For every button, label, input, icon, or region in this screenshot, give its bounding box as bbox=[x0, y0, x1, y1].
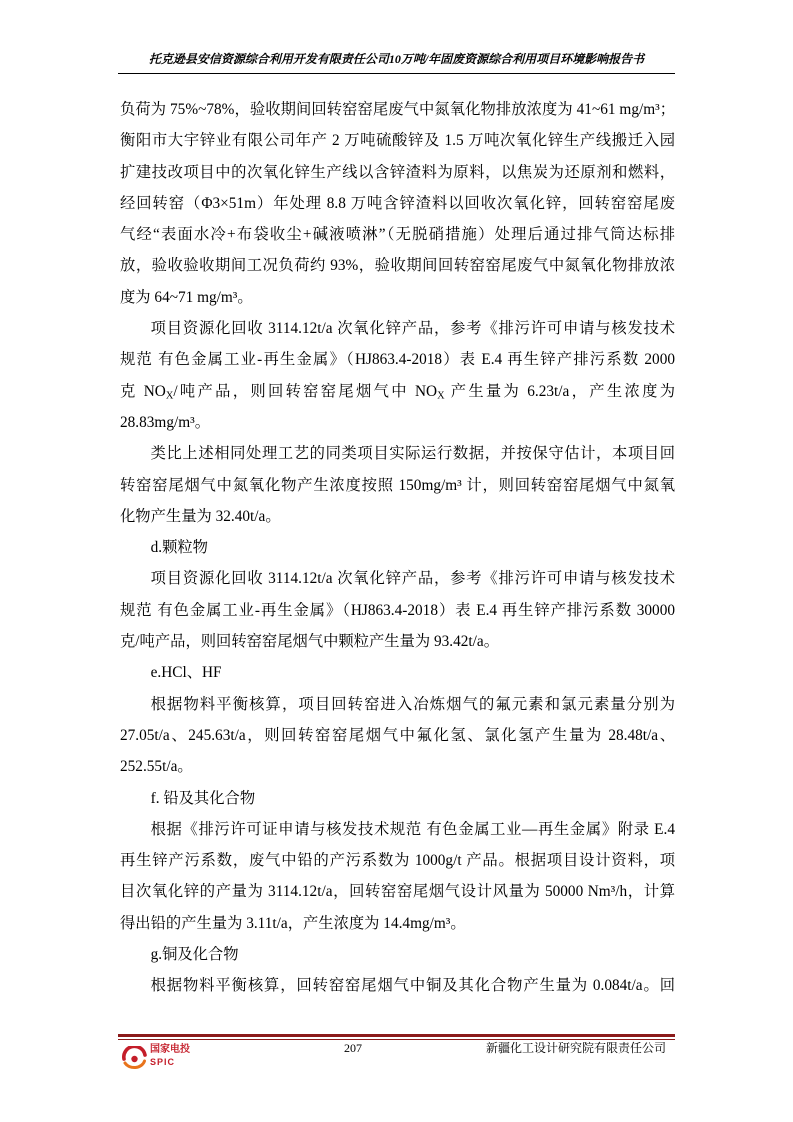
line-text: 28.83mg/m³。 bbox=[120, 413, 210, 431]
line-text: 化物产生量为 32.40t/a。 bbox=[120, 507, 281, 525]
body-text bbox=[120, 94, 675, 1002]
text-line bbox=[120, 313, 675, 344]
page-number: 207 bbox=[344, 1041, 362, 1055]
line-text: 252.55t/a。 bbox=[120, 758, 193, 776]
text-line bbox=[120, 751, 675, 782]
line-text: 衡阳市大宇锌业有限公司年产 2 万吨硫酸锌及 1.5 万吨次氧化锌生产线搬迁入园 bbox=[120, 132, 675, 150]
line-text: 转窑窑尾烟气中氮氧化物产生浓度按照 150mg/m³ 计，则回转窑窑尾烟气中氮氧 bbox=[120, 476, 675, 494]
text-line bbox=[120, 282, 675, 313]
text-line bbox=[120, 344, 675, 375]
line-text: 得出铅的产生量为 3.11t/a，产生浓度为 14.4mg/m³。 bbox=[120, 914, 466, 932]
line-text: /吨产品，则回转窑窑尾烟气中 NO bbox=[173, 382, 438, 400]
line-text: 扩建技改项目中的次氧化锌生产线以含锌渣料为原料，以焦炭为还原剂和燃料， bbox=[120, 163, 675, 181]
line-text: f. 铅及其化合物 bbox=[150, 789, 256, 807]
line-text: 根据《排污许可证申请与核发技术规范 有色金属工业—再生金属》附录 E.4 bbox=[150, 820, 675, 838]
text-line bbox=[120, 595, 675, 626]
text-line bbox=[120, 125, 675, 156]
text-line bbox=[120, 657, 675, 688]
line-text: 27.05t/a、245.63t/a，则回转窑窑尾烟气中氟化氢、氯化氢产生量为 28.48t/a、 bbox=[120, 726, 675, 744]
text-line bbox=[120, 438, 675, 469]
header-rule bbox=[118, 73, 675, 74]
spic-emblem-icon bbox=[121, 1046, 148, 1072]
text-line bbox=[120, 501, 675, 532]
line-text: 产生量为 6.23t/a，产生浓度为 bbox=[444, 382, 675, 400]
text-line bbox=[120, 626, 675, 657]
spic-logo bbox=[121, 1044, 201, 1074]
line-text: g.铜及化合物 bbox=[150, 946, 239, 964]
footer-rule-thin bbox=[118, 1039, 675, 1040]
line-text: 克 NO bbox=[120, 382, 166, 400]
line-text: 气经“表面水冷+布袋收尘+碱液喷淋”（无脱硝措施）处理后通过排气筒达标排 bbox=[120, 226, 675, 244]
line-text: d.颗粒物 bbox=[150, 539, 208, 557]
line-text: 放，验收验收期间工况负荷约 93%，验收期间回转窑窑尾废气中氮氧化物排放浓 bbox=[120, 257, 675, 275]
text-line bbox=[120, 157, 675, 188]
line-text: e.HCl、HF bbox=[150, 664, 222, 682]
subscript-text: X bbox=[437, 389, 445, 401]
text-line bbox=[120, 939, 675, 970]
line-text: 经回转窑（Φ3×51m）年处理 8.8 万吨含锌渣料以回收次氧化锌，回转窑窑尾废 bbox=[120, 194, 675, 212]
subscript-text: X bbox=[165, 389, 174, 401]
text-line bbox=[120, 845, 675, 876]
text-line bbox=[120, 908, 675, 939]
line-text: 规范 有色金属工业-再生金属》（HJ863.4-2018）表 E.4 再生锌产排污系数 2000 bbox=[120, 351, 675, 369]
line-text: 项目资源化回收 3114.12t/a 次氧化锌产品，参考《排污许可申请与核发技术 bbox=[150, 570, 675, 588]
footer-rule bbox=[118, 1034, 675, 1037]
text-line bbox=[120, 250, 675, 281]
line-text: 规范 有色金属工业-再生金属》（HJ863.4-2018）表 E.4 再生锌产排污系数 30000 bbox=[120, 601, 675, 619]
text-line bbox=[120, 563, 675, 594]
line-text: 类比上述相同处理工艺的同类项目实际运行数据，并按保守估计，本项目回 bbox=[150, 445, 675, 463]
text-line bbox=[120, 970, 675, 1001]
line-text: 负荷为 75%~78%，验收期间回转窑窑尾废气中氮氧化物排放浓度为 41~61 mg/m³； bbox=[120, 101, 675, 118]
line-text: 项目资源化回收 3114.12t/a 次氧化锌产品，参考《排污许可申请与核发技术 bbox=[150, 320, 675, 338]
line-text: 目次氧化锌的产量为 3114.12t/a，回转窑窑尾烟气设计风量为 50000 Nm³/h，计算 bbox=[120, 883, 675, 901]
header-title: 托克逊县安信资源综合利用开发有限责任公司10万吨/年固废资源综合利用项目环境影响报告书 bbox=[148, 52, 645, 66]
line-text: 根据物料平衡核算，项目回转窑进入冶炼烟气的氟元素和氯元素量分别为 bbox=[150, 695, 675, 713]
text-line bbox=[120, 814, 675, 845]
text-line bbox=[120, 720, 675, 751]
text-line bbox=[120, 219, 675, 250]
text-line bbox=[120, 188, 675, 219]
text-line bbox=[120, 407, 675, 438]
text-line bbox=[120, 470, 675, 501]
text-line bbox=[120, 783, 675, 814]
logo-cn-text: 国家电投 bbox=[150, 1044, 190, 1055]
line-text: 度为 64~71 mg/m³。 bbox=[120, 288, 253, 306]
text-line bbox=[120, 94, 675, 125]
footer-company: 新疆化工设计研究院有限责任公司 bbox=[485, 1041, 666, 1055]
text-line bbox=[120, 876, 675, 907]
text-line bbox=[120, 532, 675, 563]
line-text: 克/吨产品，则回转窑窑尾烟气中颗粒产生量为 93.42t/a。 bbox=[120, 633, 500, 651]
text-line bbox=[120, 376, 675, 407]
line-text: 根据物料平衡核算，回转窑窑尾烟气中铜及其化合物产生量为 0.084t/a。回 bbox=[150, 977, 675, 995]
line-text: 再生锌产污系数，废气中铅的产污系数为 1000g/t 产品。根据项目设计资料，项 bbox=[120, 852, 675, 870]
text-line bbox=[120, 689, 675, 720]
logo-en-text: SPIC bbox=[150, 1057, 176, 1067]
